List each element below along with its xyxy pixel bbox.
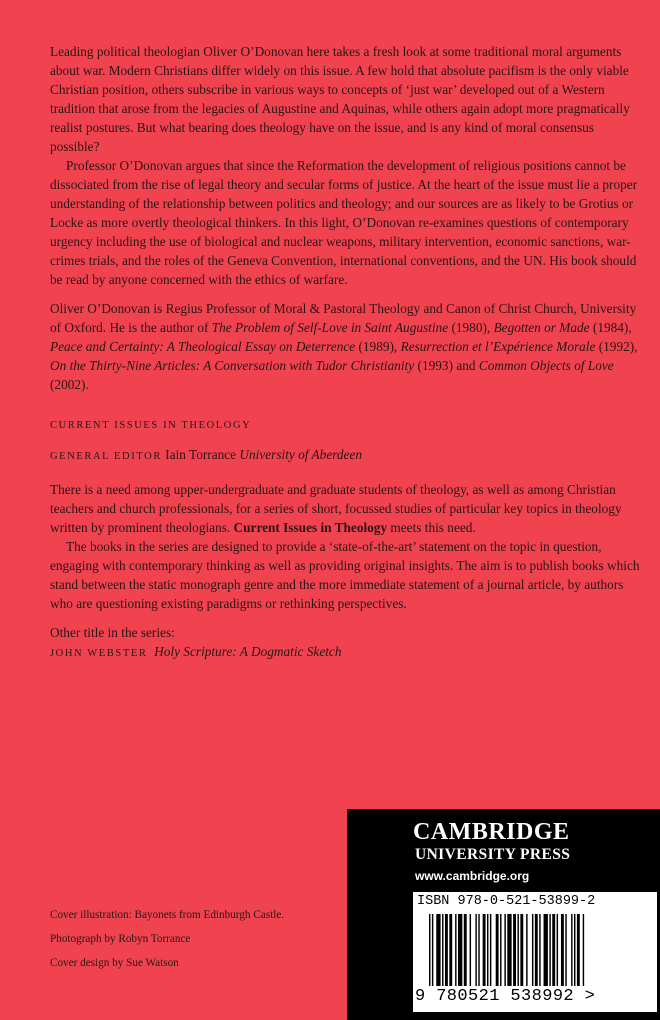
barcode-bar — [577, 914, 580, 986]
barcode-bar — [539, 914, 540, 986]
barcode-bar — [532, 914, 533, 986]
photo-credit: Photograph by Robyn Torrance — [50, 933, 191, 945]
book-title: Common Objects of Love — [478, 358, 614, 373]
barcode-bar — [504, 914, 505, 986]
barcode-bar — [557, 914, 558, 986]
editor-name: Iain Torrance — [161, 447, 240, 462]
barcode-bar — [552, 914, 555, 986]
barcode-bar — [574, 914, 575, 986]
book-title: Peace and Certainty: A Theological Essay on Deterrence — [50, 339, 356, 354]
barcode-bar — [449, 914, 452, 986]
barcode-bar — [432, 914, 433, 986]
isbn-number: ISBN 978-0-521-53899-2 — [417, 894, 596, 909]
barcode-bar — [464, 914, 467, 986]
editor-affiliation: University of Aberdeen — [239, 447, 362, 462]
description-paragraph-2: Professor O’Donovan argues that since the Reformation the development of religious positions cannot be dissociated from the rise of legal theory and secular forms of justice. At the heart of the issue must lie a proper understanding of the relationship between politics and theology; and our sources are as likely to be Grotius or Locke as more overtly theological thinkers. In this light, O’Donovan re-examines questions of contemporary urgency including the use of biological and nuclear weapons, military intervention, economic sanctions, war-crimes trials, and the roles of the Geneva Convention, international conventions, and the UN. His book should be read by anyone concerned with the ethics of warfare. — [50, 158, 638, 287]
barcode-bar — [507, 914, 511, 986]
barcode-bar — [429, 914, 430, 986]
design-credit: Cover design by Sue Watson — [50, 957, 179, 969]
barcode-bar — [445, 914, 448, 986]
illustration-credit: Cover illustration: Bayonets from Edinburgh Castle. — [50, 909, 285, 921]
author-bio: Oliver O’Donovan is Regius Professor of Moral & Pastoral Theology and Canon of Christ Church, University of Oxford. He is the author of The Problem of Self-Love in Saint Augustine (1980), Begotten or Made (1984), Peace and Certainty: A Theological Essay on Deterrence (1989), Resurrection et l’Expérience Morale (1992), On the Thirty-Nine Articles: A Conversation with Tudor Christianity (1993) and Common Objects of Love (2002). — [50, 301, 638, 392]
publisher-subname: UNIVERSITY PRESS — [415, 846, 571, 863]
barcode-bar — [487, 914, 488, 986]
other-title-label: Other title in the series: — [50, 625, 175, 640]
barcode-panel — [413, 892, 657, 1012]
barcode-bar — [517, 914, 518, 986]
barcode-bar — [478, 914, 479, 986]
barcode-bar — [455, 914, 456, 986]
barcode-bar — [520, 914, 523, 986]
series-editor — [50, 445, 640, 466]
barcode-bar — [571, 914, 572, 986]
other-book-title: Holy Scripture: A Dogmatic Sketch — [154, 644, 342, 659]
other-author: JOHN WEBSTER — [50, 648, 148, 659]
barcode-icon — [429, 914, 649, 990]
series-name: Current Issues in Theology — [233, 520, 388, 535]
barcode-bar — [483, 914, 486, 986]
description-paragraph-1: Leading political theologian Oliver O’Donovan here takes a fresh look at some traditional moral arguments about war. Modern Christians differ widely on this issue. A few hold that absolute pacifism is the only viable Christian position, others subscribe in various ways to concepts of ‘just war’ developed out of a Western tradition that arose from the legacies of Augustine and Aquinas, while others again adopt more pragmatically realist postures. But what bearing does theology have on the issue, and is any kind of moral consensus possible? — [50, 44, 630, 154]
barcode-bar — [583, 914, 584, 986]
barcode-bar — [458, 914, 462, 986]
publisher-website: www.cambridge.org — [415, 869, 530, 883]
publisher-name: CAMBRIDGE — [413, 819, 570, 845]
barcode-bar — [475, 914, 476, 986]
barcode-bar — [513, 914, 516, 986]
barcode-bar — [490, 914, 491, 986]
barcode-bar — [565, 914, 566, 986]
series-heading: CURRENT ISSUES IN THEOLOGY — [50, 420, 252, 431]
back-cover-text — [50, 42, 640, 663]
barcode-bar — [470, 914, 471, 986]
publisher-block — [347, 809, 660, 1020]
barcode-bar — [526, 914, 527, 986]
barcode-bar — [436, 914, 440, 986]
barcode-bar — [442, 914, 443, 986]
book-title: Resurrection et l’Expérience Morale — [400, 339, 596, 354]
ean-number: 9 780521 538992 > — [415, 987, 596, 1006]
editor-label: GENERAL EDITOR — [50, 451, 162, 462]
book-title: The Problem of Self-Love in Saint Augustine — [211, 320, 449, 335]
book-title: On the Thirty-Nine Articles: A Conversation with Tudor Christianity — [50, 358, 415, 373]
barcode-bar — [561, 914, 564, 986]
barcode-bar — [500, 914, 501, 986]
book-title: Begotten or Made — [493, 320, 590, 335]
barcode-bar — [535, 914, 538, 986]
other-title — [50, 642, 640, 663]
barcode-bar — [549, 914, 550, 986]
series-description-1: There is a need among upper-undergraduate and graduate students of theology, as well as among Christian teachers and church professionals, for a series of short, focussed studies of particular key topics in theology written by prominent theologians. Current Issues in Theology meets this need. — [50, 482, 622, 535]
barcode-bar — [496, 914, 499, 986]
cover-credits — [50, 908, 340, 980]
barcode-bar — [544, 914, 548, 986]
series-description-2: The books in the series are designed to provide a ‘state-of-the-art’ statement on the topic in question, engaging with contemporary thinking as well as providing original insights. The aim is to publish books which stand between the static monograph genre and the more immediate statement of a journal article, by authors who are questioning existing paradigms or rethinking perspectives. — [50, 539, 640, 611]
